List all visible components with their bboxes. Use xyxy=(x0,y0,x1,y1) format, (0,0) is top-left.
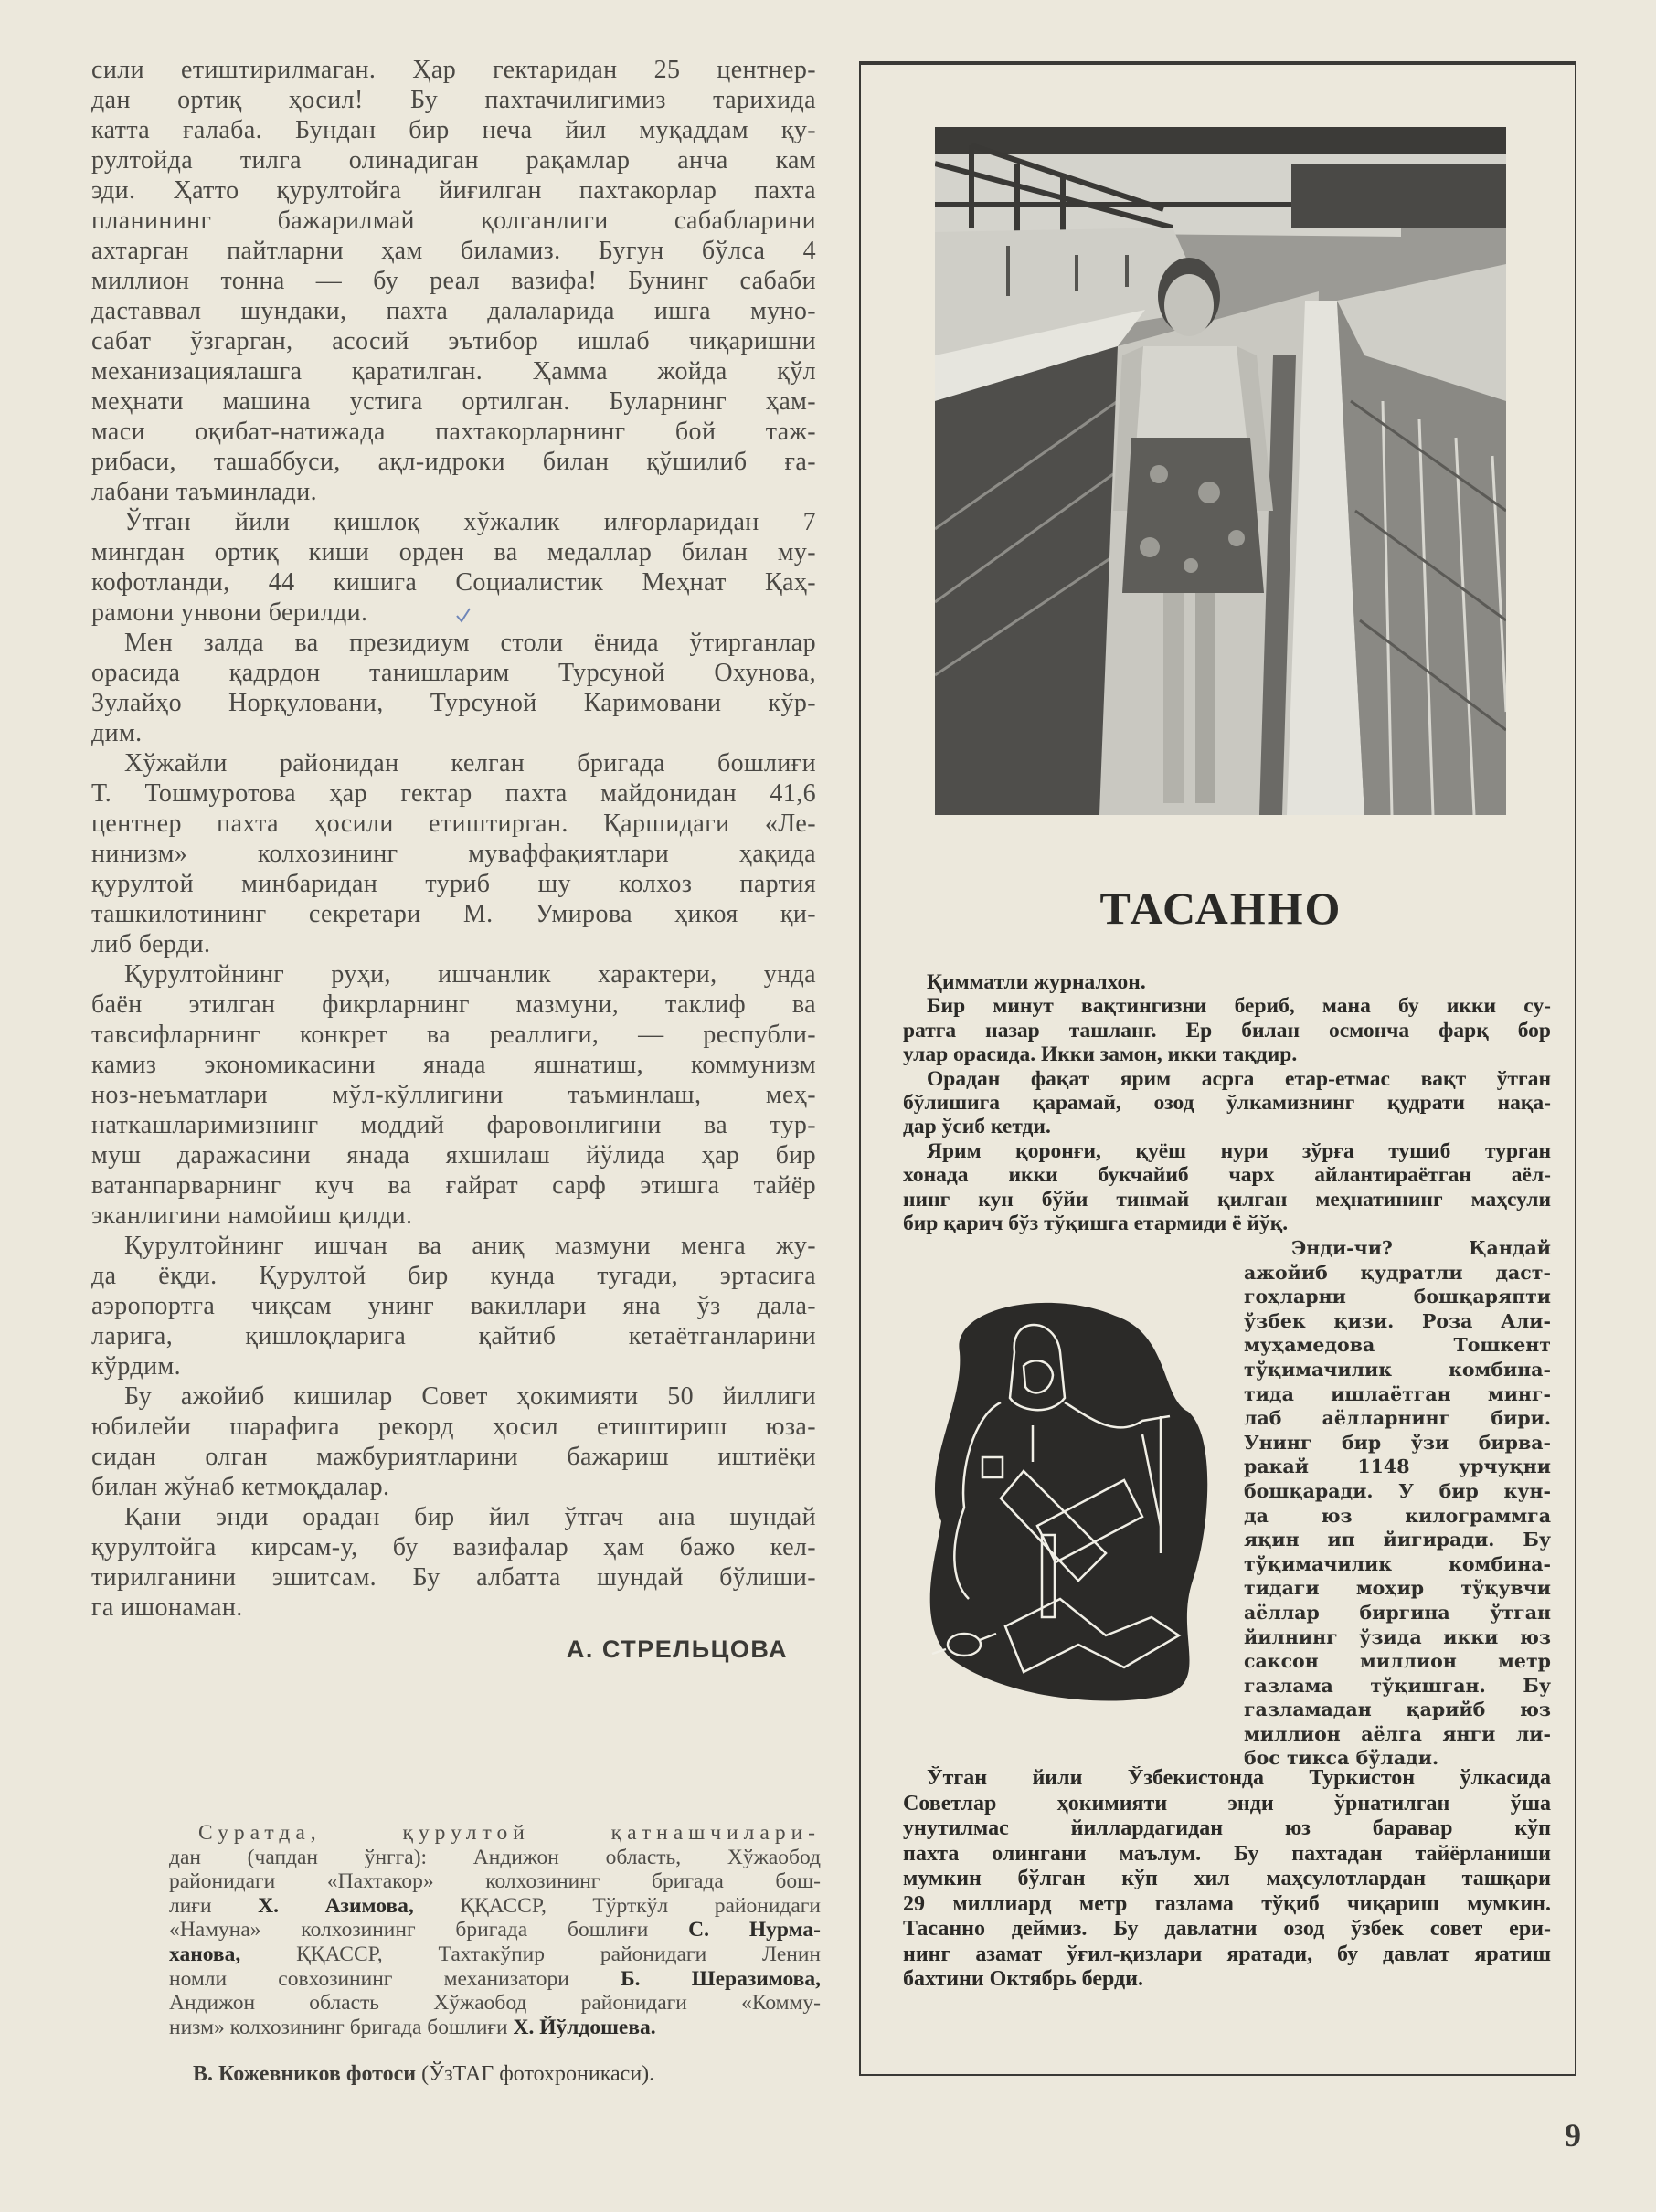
bold-name-text: С. Нурма- xyxy=(688,1918,821,1942)
text-line: бўлишига қарамай, озод ўлкамизнинг қудрати нақа- xyxy=(903,1090,1551,1115)
text-line: дан ортиқ ҳосил! Бу пахтачилигимиз тарихида xyxy=(91,86,816,114)
text-line: га ишонаман. xyxy=(91,1593,243,1622)
text-line: камиз экономикасини янада яшнатиш, коммунизм xyxy=(91,1051,816,1079)
text-line: Хўжайли районидан келган бригада бошлиғи xyxy=(124,749,816,778)
text-line: ватанпарварнинг куч ва ғайрат сарф этишга тайёр xyxy=(91,1171,816,1200)
page-number: 9 xyxy=(1565,2117,1581,2154)
text-line: мумкин бўлган кўп хил маҳсулотлардан ташқари xyxy=(903,1867,1551,1890)
text-line: катта ғалаба. Бундан бир неча йил муқаддам қу- xyxy=(91,116,816,144)
pen-checkmark-icon xyxy=(453,605,473,625)
text-line: Советлар ҳокимияти энди ўрнатилган ўша xyxy=(903,1791,1551,1815)
text-line: тидаги моҳир тўқувчи xyxy=(1244,1577,1551,1600)
text-line: Бир минут вақтингизни бериб, мана бу икки су- xyxy=(927,994,1551,1019)
text-line: билан жўнаб кетмоқдалар. xyxy=(91,1473,390,1501)
text-line: унутилмас йиллардагидан юз баравар кўп xyxy=(903,1816,1551,1840)
text-line: саксон миллион метр xyxy=(1244,1650,1551,1673)
text-line: Мен залда ва президиум столи ёнида ўтирганлар xyxy=(124,629,816,657)
text-line: сабат ўзгарган, асосий эътибор ишлаб чиқаришни xyxy=(91,327,816,355)
caption-text: ҚҚАССР, Тахтакўпир районидаги Ленин xyxy=(240,1942,821,1966)
caption-text: Андижон область Хўжаобод районидаги «Комму- xyxy=(169,1991,821,2016)
text-line: рамони унвони берилди. xyxy=(91,598,368,627)
text-line: наткашларимизнинг моддий фаровонлигини ва тур- xyxy=(91,1111,816,1139)
text-line: эканлигини намойиш қилди. xyxy=(91,1201,413,1230)
text-line: Т. Тошмуротова ҳар гектар пахта майдонидан 41,6 xyxy=(91,779,816,808)
text-line: нинг кун бўйи тинмай қилган меҳнатининг маҳсули xyxy=(903,1187,1551,1212)
text-line: орасида қадрдон танишларим Турсуной Охунова, xyxy=(91,659,816,687)
caption-text: районидаги «Пахтакор» колхозининг бригада бош- xyxy=(169,1869,821,1894)
text-line: тўқимачилик комбина- xyxy=(1244,1552,1551,1575)
caption-line xyxy=(169,1894,821,1919)
text-line: ноз-неъматлари мўл-кўллигини таъминлаш, меҳ- xyxy=(91,1081,816,1109)
text-line: нинг азамат ўғил-қизлари яратади, бу давлат яратиш xyxy=(903,1942,1551,1966)
text-line: йилнинг ўзида икки юз xyxy=(1244,1625,1551,1648)
text-line: меҳнати машина устига ортилган. Буларнинг ҳам- xyxy=(91,387,816,416)
bold-name-text: Б. Шеразимова, xyxy=(621,1966,821,1991)
text-line: 29 миллиард метр газлама тўқиб чиқариш мумкин. xyxy=(903,1891,1551,1916)
photo-credit xyxy=(193,2062,814,2087)
caption-line xyxy=(169,1918,821,1942)
text-line: бир қарич бўз тўқишга етармиди ё йўқ. xyxy=(903,1211,1289,1235)
text-line: газламадан қарийб юз xyxy=(1244,1699,1551,1721)
text-line: қурултой минбаридан туриб шу колхоз партия xyxy=(91,870,816,898)
caption-line xyxy=(169,1821,821,1846)
text-line: муш даражасини янада яхшилаш йўлида ҳар бир xyxy=(91,1141,816,1170)
text-line: рултойда тилга олинадиган рақамлар анча кам xyxy=(91,146,816,175)
text-line: центнер пахта ҳосили етиштирган. Қаршидаги «Ле- xyxy=(91,810,816,838)
caption-line xyxy=(169,2016,821,2040)
bold-name-text: Х. Йўлдошева. xyxy=(513,2015,656,2039)
text-line: тўқимачилик комбина- xyxy=(1244,1358,1551,1381)
caption-line xyxy=(169,1991,821,2016)
text-line: нинизм» колхозининг муваффақиятлари ҳақида xyxy=(91,840,816,868)
text-line: ратга назар ташланг. Ер билан осмонча фарқ бор xyxy=(903,1018,1551,1042)
text-line: лаб аёлларнинг бири. xyxy=(1244,1407,1551,1430)
author-signature: А. СТРЕЛЬЦОВА xyxy=(566,1635,788,1663)
caption-text: дан (чапдан ўнгга): Андижон область, Хўжаобод xyxy=(169,1845,821,1869)
text-line: бошқаради. У бир кун- xyxy=(1244,1479,1551,1502)
sidebar-closing-text xyxy=(903,1766,1551,1993)
text-line: рибаси, ташаббуси, ақл-идроки билан қўшилиб ға- xyxy=(91,448,816,476)
text-line: юбилейи шарафига рекорд ҳосил етиштириш юза- xyxy=(91,1413,816,1441)
caption-text: «Намуна» колхозининг бригада бошлиғи xyxy=(169,1918,689,1942)
caption-text: лиғи xyxy=(169,1893,259,1918)
text-line: пахта олингани маълум. Бу пахтадан тайёрланиши xyxy=(903,1841,1551,1866)
text-line: планининг бажарилмай қолганлиги сабабларини xyxy=(91,206,816,235)
text-line: да юз килограммга xyxy=(1244,1504,1551,1527)
text-line: Бу ажойиб кишилар Совет ҳокимияти 50 йиллиги xyxy=(124,1382,816,1411)
bold-name-text: Х. Азимова, xyxy=(258,1893,414,1918)
text-line: газлама тўқишган. Бу xyxy=(1244,1674,1551,1697)
text-line: муҳамедова Тошкент xyxy=(1244,1334,1551,1357)
text-line: ракай 1148 урчуқни xyxy=(1244,1455,1551,1478)
text-line: гоҳларни бошқаряпти xyxy=(1244,1286,1551,1308)
text-line: Ярим қоронғи, қуёш нури зўрға тушиб турган xyxy=(927,1138,1551,1163)
text-line: ажойиб қудратли даст- xyxy=(1244,1261,1551,1284)
text-line: Қани энди орадан бир йил ўтгач ана шундай xyxy=(124,1503,816,1531)
text-line: яқин ип йигиради. Бу xyxy=(1244,1529,1551,1551)
text-line: механизациялашга қаратилган. Ҳамма жойда қўл xyxy=(91,357,816,386)
text-line: сили етиштирилмаган. Ҳар гектаридан 25 центнер- xyxy=(91,56,816,84)
bold-name-text: ханова, xyxy=(169,1942,241,1966)
bold-name-text: В. Кожевников фотоси xyxy=(193,2062,417,2086)
text-line: тавсифларнинг конкрет ва реаллиги, — республи- xyxy=(91,1021,816,1049)
text-line: дар ўсиб кетди. xyxy=(903,1115,1051,1139)
text-line: тирилганини эшитсам. Бу албатта шундай бўлиши- xyxy=(91,1563,816,1592)
caption-text: Суратда, қурултой қатнашчилари- xyxy=(198,1821,821,1845)
caption-line xyxy=(169,1967,821,1992)
text-line: лабани таъминлади. xyxy=(91,478,318,506)
text-line: қурултойга кирсам-у, бу вазифалар ҳам бажо кел- xyxy=(91,1533,816,1561)
text-line: Орадан фақат ярим асрга етар-етмас вақт ўтган xyxy=(927,1066,1551,1091)
text-line: эди. Ҳатто қурултойга йиғилган пахтакорлар пахта xyxy=(91,176,816,205)
text-line: кўрдим. xyxy=(91,1352,181,1381)
text-line: маси оқибат-натижада пахтакорларнинг бой таж- xyxy=(91,418,816,446)
photo-caption xyxy=(169,1821,821,2039)
text-line: даставвал шундаки, пахта далаларида ишга муно- xyxy=(91,297,816,325)
text-line: сидан олган мажбуриятларини бажариш иштиёқи xyxy=(91,1443,816,1471)
text-line: Қимматли журналхон. xyxy=(927,970,1146,994)
text-line: миллион аёлга янги ли- xyxy=(1244,1722,1551,1745)
text-line: ахтарган пайтларни ҳам биламиз. Бугун бўлса 4 xyxy=(91,237,816,265)
text-line: баён этилган фикрларнинг мазмуни, таклиф ва xyxy=(91,990,816,1019)
text-line: дим. xyxy=(91,719,143,747)
caption-text: низм» колхозининг бригада бошлиғи xyxy=(169,2015,514,2039)
text-line: Қурултойнинг ишчан ва аниқ мазмуни менга жу- xyxy=(124,1232,816,1260)
caption-text: ҚҚАССР, Тўрткўл районидаги xyxy=(413,1893,821,1918)
article-body xyxy=(91,55,816,1623)
text-line: бос тикса бўлади. xyxy=(1244,1747,1439,1770)
text-line: аёллар биргина ўтган xyxy=(1244,1601,1551,1624)
text-line: Тасанно деймиз. Бу давлатни озод ўзбек совет ери- xyxy=(903,1917,1551,1941)
text-line: тида ишлаётган минг- xyxy=(1244,1382,1551,1405)
spinning-woman-illustration xyxy=(896,1252,1243,1727)
text-line: аэропортга чиқсам унинг вакиллари яна ўз дала- xyxy=(91,1292,816,1320)
text-line: кофотланди, 44 кишига Социалистик Меҳнат Қаҳ- xyxy=(91,568,816,597)
text-line: Қурултойнинг руҳи, ишчанлик характери, унда xyxy=(124,960,816,989)
text-line: ўзбек қизи. Роза Али- xyxy=(1244,1309,1551,1332)
text-line: ташкилотининг секретари М. Умирова ҳикоя қи- xyxy=(91,900,816,928)
text-line: Унинг бир ўзи бирва- xyxy=(1244,1431,1551,1454)
text-line: Зулайҳо Норқуловани, Турсуной Каримовани кўр- xyxy=(91,689,816,717)
text-line: бахтини Октябрь берди. xyxy=(903,1967,1144,1991)
sidebar-narrow-text xyxy=(1244,1236,1551,1771)
text-line: да ёқди. Қурултой бир кунда тугади, эртасига xyxy=(91,1262,816,1290)
text-line: улар орасида. Икки замон, икки тақдир. xyxy=(903,1042,1298,1067)
sidebar-intro-text xyxy=(903,970,1551,1235)
text-line: хонада икки букчайиб чарх айлантираётган аёл- xyxy=(903,1163,1551,1188)
text-line: Ўтган йили қишлоқ хўжалик илғорларидан 7 xyxy=(124,508,816,536)
text-line: ларига, қишлоқларига қайтиб кетаётганларини xyxy=(91,1322,816,1350)
caption-line xyxy=(169,1846,821,1870)
text-line: Энди-чи? Қандай xyxy=(1291,1237,1551,1259)
text-line: Ўтган йили Ўзбекистонда Туркистон ўлкасида xyxy=(927,1766,1551,1790)
text-line: миллион тонна — бу реал вазифа! Бунинг сабаби xyxy=(91,267,816,295)
text-line: либ берди. xyxy=(91,930,211,958)
caption-line xyxy=(169,1942,821,1967)
sidebar-title: ТАСАННО xyxy=(1099,883,1343,934)
caption-line xyxy=(169,1869,821,1894)
textile-worker-photo xyxy=(935,127,1506,815)
caption-text: (ЎзТАГ фотохроникаси). xyxy=(416,2062,655,2086)
caption-text: номли совхозининг механизатори xyxy=(169,1966,621,1991)
text-line: мингдан ортиқ киши орден ва медаллар билан му- xyxy=(91,538,816,566)
